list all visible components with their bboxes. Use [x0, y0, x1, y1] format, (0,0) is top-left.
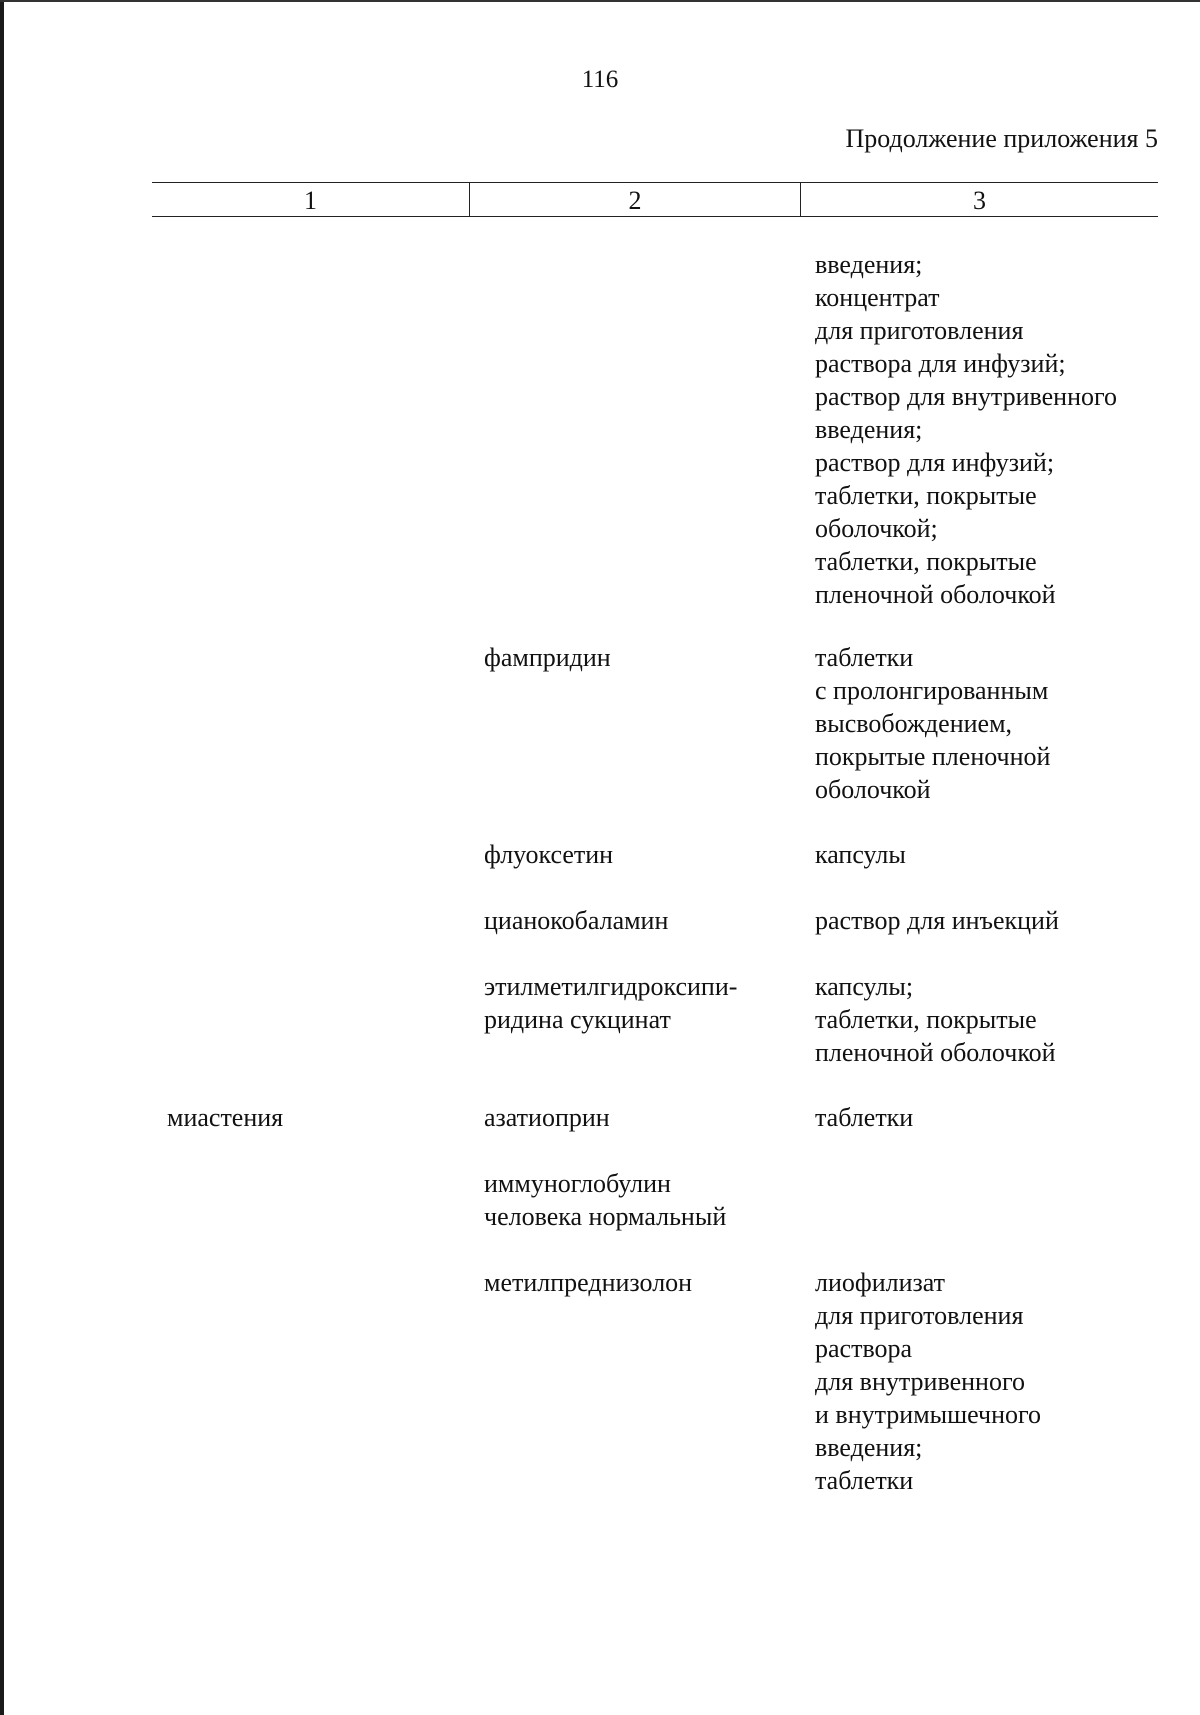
- drug-name-cell: этилметилгидроксипи- ридина сукцинат: [484, 972, 738, 1034]
- dosage-forms-cell: введения; концентрат для приготовления раствора для инфузий; раствор для внутривенного введения; раствор для инфузий; таблетки, покрытые оболочкой; таблетки, покрытые пленочной оболочкой: [815, 250, 1117, 609]
- drug-name-cell: флуоксетин: [484, 840, 614, 869]
- dosage-forms-cell: капсулы: [815, 840, 906, 869]
- scan-edge-top: [0, 0, 1200, 2]
- dosage-forms-cell: капсулы; таблетки, покрытые пленочной оболочкой: [815, 972, 1056, 1067]
- header-top-rule: [152, 182, 1158, 183]
- condition-cell: миастения: [167, 1103, 284, 1132]
- drug-name-cell: цианокобаламин: [484, 906, 669, 935]
- appendix-continuation-note: Продолжение приложения 5: [845, 124, 1158, 153]
- header-bottom-rule: [152, 216, 1158, 217]
- column-number-2: 2: [628, 186, 642, 215]
- dosage-forms-cell: таблетки: [815, 1103, 914, 1132]
- scan-edge-left: [0, 0, 4, 1715]
- dosage-forms-cell: таблетки с пролонгированным высвобождением, покрытые пленочной оболочкой: [815, 643, 1051, 804]
- drug-name-cell: метилпреднизолон: [484, 1268, 693, 1297]
- drug-name-cell: азатиоприн: [484, 1103, 610, 1132]
- page-number: 116: [581, 66, 619, 93]
- drug-name-cell: иммуноглобулин человека нормальный: [484, 1169, 727, 1231]
- dosage-forms-cell: раствор для инъекций: [815, 906, 1059, 935]
- dosage-forms-cell: лиофилизат для приготовления раствора для внутривенного и внутримышечного введения; таблетки: [815, 1268, 1042, 1495]
- column-number-3: 3: [973, 186, 986, 215]
- column-number-1: 1: [304, 186, 317, 215]
- drug-name-cell: фампридин: [484, 643, 611, 672]
